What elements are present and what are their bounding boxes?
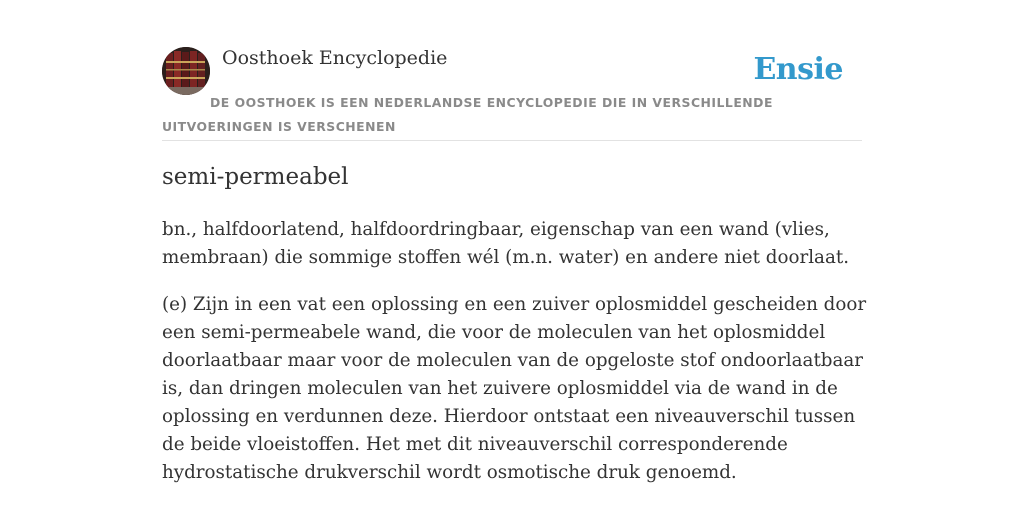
site-title[interactable]: Oosthoek Encyclopedie <box>222 47 448 69</box>
article-content <box>162 216 867 506</box>
site-tagline: DE OOSTHOEK IS EEN NEDERLANDSE ENCYCLOPEDIE DIE IN VERSCHILLENDE UITVOERINGEN IS VERSCHENEN <box>162 95 773 134</box>
article-term: semi-permeabel <box>162 164 349 190</box>
header <box>162 44 862 141</box>
ensie-logo[interactable]: Ensie <box>753 52 843 87</box>
book-spines-icon[interactable] <box>162 47 210 95</box>
article-paragraph: (e) Zijn in een vat een oplossing en een zuiver oplosmiddel gescheiden door een semi-permeabele wand, die voor de moleculen van het oplosmiddel doorlaatbaar maar voor de moleculen van de opgeloste stof ondoorlaatbaar is, dan dringen moleculen van het zuivere oplosmiddel via de wand in de oplossing en verdunnen deze. Hierdoor ontstaat een niveauverschil tussen de beide vloeistoffen. Het met dit niveauverschil corresponderende hydrostatische drukverschil wordt osmotische druk genoemd. <box>162 294 867 483</box>
article-paragraph: bn., halfdoorlatend, halfdoordringbaar, eigenschap van een wand (vlies, membraan) die sommige stoffen wél (m.n. water) en andere niet doorlaat. <box>162 219 850 268</box>
